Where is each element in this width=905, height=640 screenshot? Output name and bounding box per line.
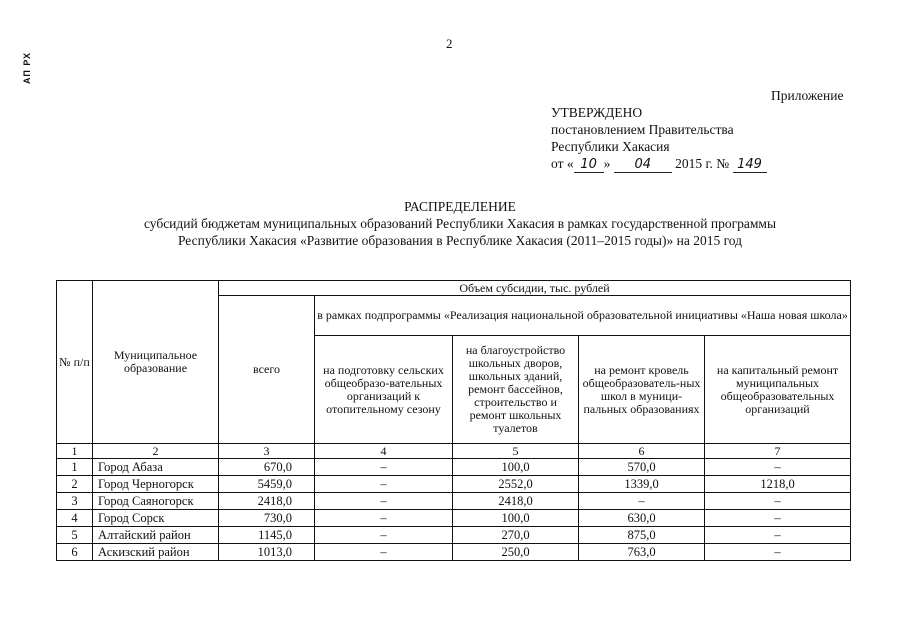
total-value: 1013,0 bbox=[219, 544, 315, 561]
capital-repair-value: – bbox=[705, 510, 851, 527]
capital-repair-value: – bbox=[705, 493, 851, 510]
roof-repair-value: 570,0 bbox=[579, 459, 705, 476]
municipality-name: Аскизский район bbox=[93, 544, 219, 561]
capital-repair-value: – bbox=[705, 459, 851, 476]
landscaping-value: 250,0 bbox=[453, 544, 579, 561]
total-value: 5459,0 bbox=[219, 476, 315, 493]
total-value: 1145,0 bbox=[219, 527, 315, 544]
header-col-capital-repair: на капитальный ремонт муниципальных общеобразовательных организаций bbox=[705, 336, 851, 444]
roof-repair-value: 630,0 bbox=[579, 510, 705, 527]
title-heading: РАСПРЕДЕЛЕНИЕ bbox=[404, 199, 516, 214]
approved-label: УТВЕРЖДЕНО bbox=[551, 105, 643, 120]
row-number: 5 bbox=[57, 527, 93, 544]
roof-repair-value: 763,0 bbox=[579, 544, 705, 561]
roof-repair-value: 875,0 bbox=[579, 527, 705, 544]
header-subsidy-volume: Объем субсидии, тыс. рублей bbox=[219, 281, 851, 296]
capital-repair-value: – bbox=[705, 544, 851, 561]
header-col-roof-repair: на ремонт кровель общеобразователь-ных школ в муници-пальных образованиях bbox=[579, 336, 705, 444]
approval-date-line bbox=[551, 155, 767, 173]
heating-value: – bbox=[315, 493, 453, 510]
table-row bbox=[57, 510, 851, 527]
handwritten-month: 04 bbox=[614, 158, 672, 173]
municipality-name: Алтайский район bbox=[93, 527, 219, 544]
title-line-1: субсидий бюджетам муниципальных образований Республики Хакасия в рамках государственной программы bbox=[143, 216, 777, 231]
total-value: 2418,0 bbox=[219, 493, 315, 510]
total-value: 730,0 bbox=[219, 510, 315, 527]
total-value: 670,0 bbox=[219, 459, 315, 476]
landscaping-value: 100,0 bbox=[453, 459, 579, 476]
header-col-landscaping: на благоустройство школьных дворов, школьных зданий, ремонт бассейнов, строительство и ремонт школьных туалетов bbox=[453, 336, 579, 444]
side-stamp-mark: АП РХ bbox=[22, 52, 32, 85]
heating-value: – bbox=[315, 544, 453, 561]
landscaping-value: 270,0 bbox=[453, 527, 579, 544]
row-number: 2 bbox=[57, 476, 93, 493]
table-row bbox=[57, 527, 851, 544]
document-title bbox=[60, 198, 860, 249]
landscaping-value: 2552,0 bbox=[453, 476, 579, 493]
subsidy-table bbox=[56, 280, 851, 561]
approval-block bbox=[551, 104, 767, 173]
index-cell: 4 bbox=[315, 444, 453, 459]
republic-label: Республики Хакасия bbox=[551, 139, 670, 154]
index-cell: 6 bbox=[579, 444, 705, 459]
index-cell: 2 bbox=[93, 444, 219, 459]
row-number: 3 bbox=[57, 493, 93, 510]
roof-repair-value: 1339,0 bbox=[579, 476, 705, 493]
appendix-label: Приложение bbox=[771, 88, 844, 103]
row-number: 6 bbox=[57, 544, 93, 561]
header-total: всего bbox=[219, 296, 315, 444]
table-row bbox=[57, 493, 851, 510]
heating-value: – bbox=[315, 476, 453, 493]
table-row bbox=[57, 544, 851, 561]
date-mid: » bbox=[603, 156, 611, 171]
row-number: 1 bbox=[57, 459, 93, 476]
municipality-name: Город Абаза bbox=[93, 459, 219, 476]
capital-repair-value: 1218,0 bbox=[705, 476, 851, 493]
handwritten-doc-number: 149 bbox=[733, 158, 767, 173]
index-cell: 7 bbox=[705, 444, 851, 459]
heating-value: – bbox=[315, 510, 453, 527]
date-prefix: от « bbox=[551, 156, 574, 171]
row-number: 4 bbox=[57, 510, 93, 527]
index-cell: 1 bbox=[57, 444, 93, 459]
heating-value: – bbox=[315, 459, 453, 476]
index-cell: 3 bbox=[219, 444, 315, 459]
municipality-name: Город Саяногорск bbox=[93, 493, 219, 510]
heating-value: – bbox=[315, 527, 453, 544]
date-suffix: 2015 г. № bbox=[675, 156, 730, 171]
handwritten-day: 10 bbox=[574, 158, 604, 173]
landscaping-value: 2418,0 bbox=[453, 493, 579, 510]
capital-repair-value: – bbox=[705, 527, 851, 544]
landscaping-value: 100,0 bbox=[453, 510, 579, 527]
page-number: 2 bbox=[446, 36, 453, 51]
header-col-heating: на подготовку сельских общеобразо-вательных организаций к отопительному сезону bbox=[315, 336, 453, 444]
title-line-2: Республики Хакасия «Развитие образования в Республике Хакасия (2011–2015 годы)» на 2015 год bbox=[177, 233, 743, 248]
header-subprogram: в рамках подпрограммы «Реализация национальной образовательной инициативы «Наша новая школа» bbox=[315, 296, 851, 336]
header-municipality: Муниципальное образование bbox=[93, 281, 219, 444]
table-row bbox=[57, 459, 851, 476]
decree-label: постановлением Правительства bbox=[551, 122, 734, 137]
municipality-name: Город Черногорск bbox=[93, 476, 219, 493]
roof-repair-value: – bbox=[579, 493, 705, 510]
index-cell: 5 bbox=[453, 444, 579, 459]
municipality-name: Город Сорск bbox=[93, 510, 219, 527]
table-row bbox=[57, 476, 851, 493]
column-index-row bbox=[57, 444, 851, 459]
header-num: № п/п bbox=[57, 281, 93, 444]
